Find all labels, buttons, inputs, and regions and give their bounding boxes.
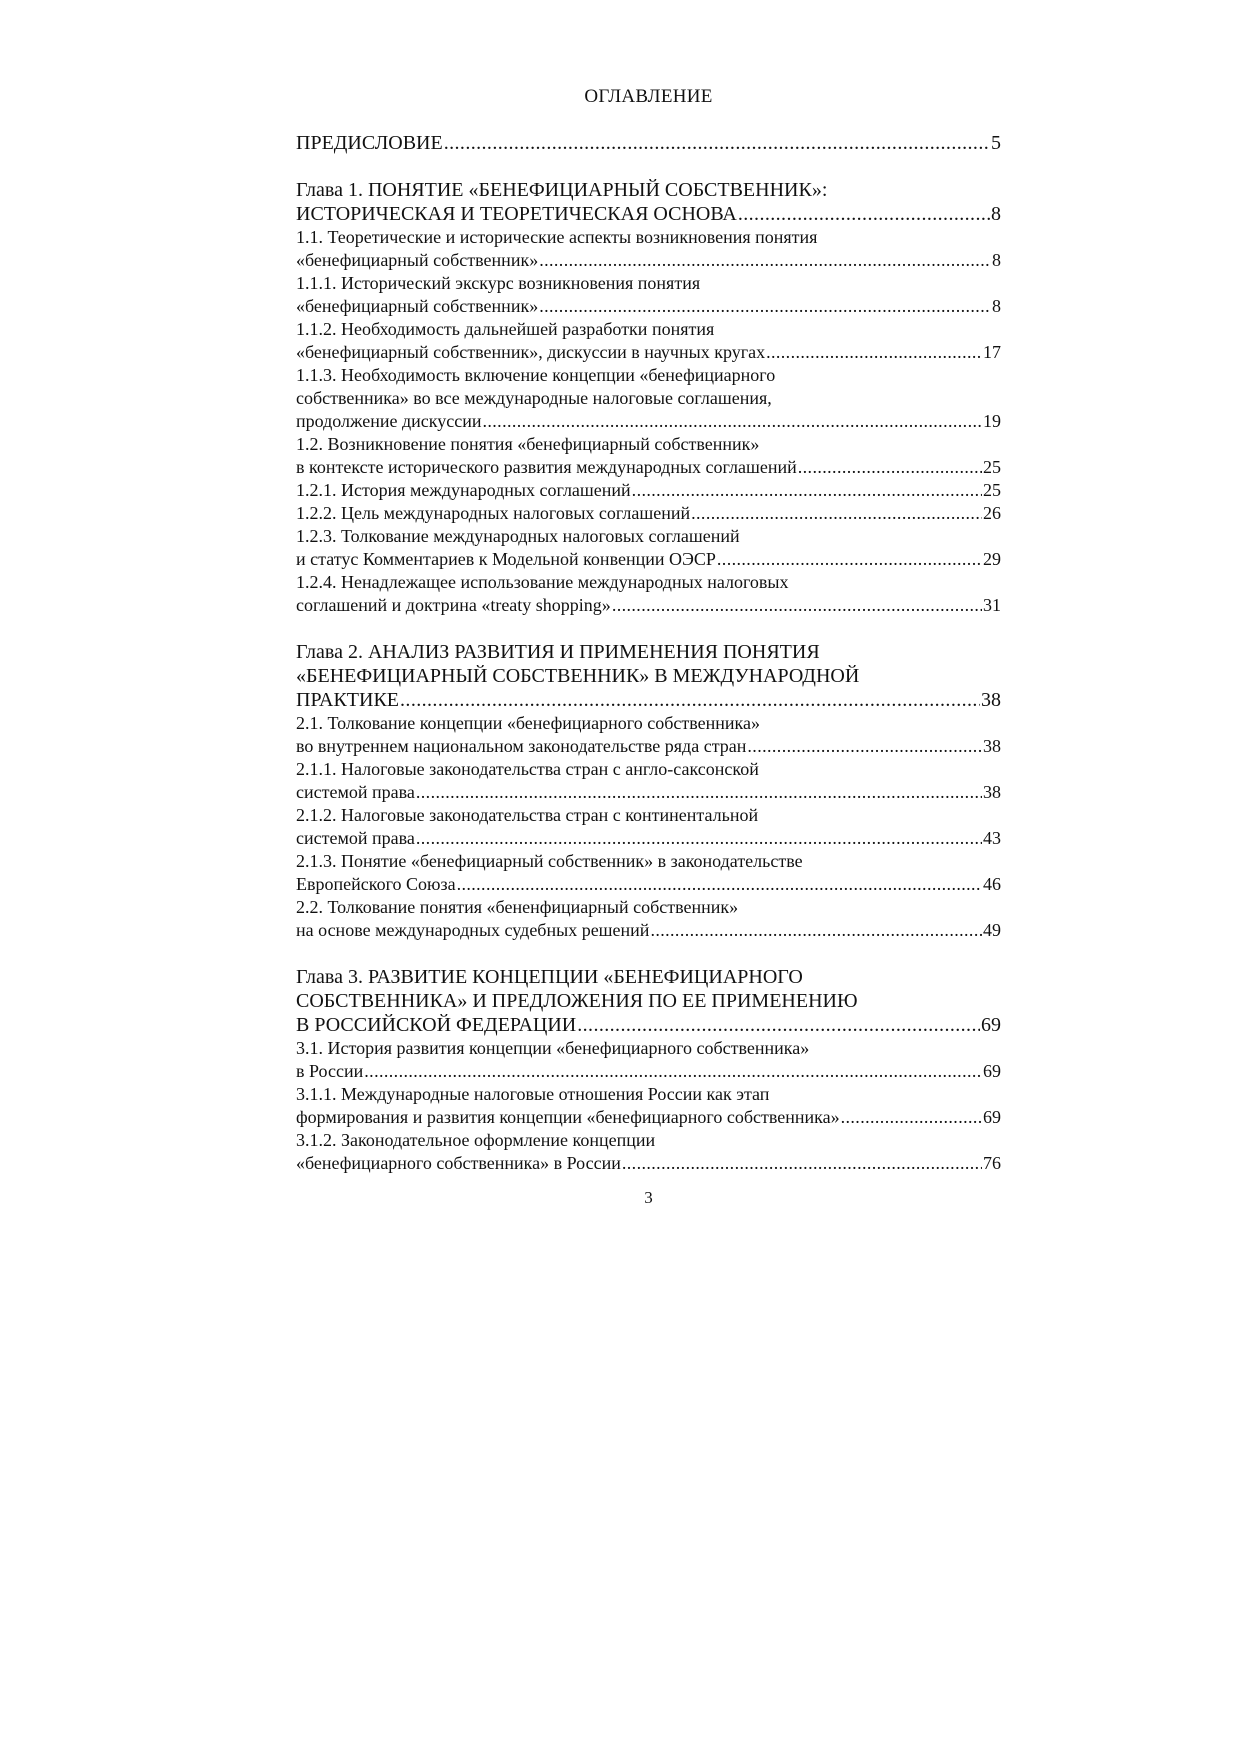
toc-entry-last-line	[296, 1013, 1001, 1037]
toc-entry-last-line	[296, 548, 1001, 571]
toc-list	[296, 131, 1001, 1175]
toc-entry-last-line	[296, 1060, 1001, 1083]
toc-section-entry	[296, 318, 1001, 364]
toc-entry-line: 1.1.2. Необходимость дальнейшей разработки понятия	[296, 319, 715, 339]
dot-leader	[632, 479, 982, 502]
toc-page-number: 76	[983, 1153, 1001, 1173]
toc-entry-line: 3.1.1. Международные налоговые отношения России как этап	[296, 1084, 770, 1104]
toc-entry-last-line	[296, 131, 1001, 155]
toc-entry-line: соглашений и доктрина «treaty shopping»	[296, 595, 611, 615]
toc-entry-last-line	[296, 502, 1001, 525]
toc-section-entry	[296, 1037, 1001, 1083]
toc-section-entry	[296, 571, 1001, 617]
toc-section-entry	[296, 502, 1001, 525]
toc-entry-line: 1.2.4. Ненадлежащее использование международных налоговых	[296, 572, 789, 592]
toc-section-entry	[296, 1129, 1001, 1175]
toc-entry-last-line	[296, 873, 1001, 896]
toc-section-entry	[296, 479, 1001, 502]
dot-leader	[841, 1106, 982, 1129]
toc-entry-line: Глава 1. ПОНЯТИЕ «БЕНЕФИЦИАРНЫЙ СОБСТВЕННИК»:	[296, 179, 828, 201]
toc-entry-line: «бенефициарного собственника» в России	[296, 1153, 621, 1173]
toc-entry-line: 2.1.2. Налоговые законодательства стран с континентальной	[296, 805, 759, 825]
toc-section-entry	[296, 896, 1001, 942]
toc-entry-line: Глава 2. АНАЛИЗ РАЗВИТИЯ И ПРИМЕНЕНИЯ ПОНЯТИЯ	[296, 641, 820, 663]
toc-entry-last-line	[296, 735, 1001, 758]
toc-entry-line: системой права	[296, 828, 415, 848]
dot-leader	[766, 341, 982, 364]
dot-leader	[691, 502, 982, 525]
toc-chapter-entry	[296, 640, 1001, 712]
dot-leader	[416, 781, 982, 804]
toc-entry-last-line	[296, 456, 1001, 479]
toc-page-number: 8	[991, 203, 1001, 225]
toc-entry-line: продолжение дискуссии	[296, 411, 482, 431]
toc-page-number: 38	[983, 736, 1001, 756]
toc-entry-line: 1.1. Теоретические и исторические аспекты возникновения понятия	[296, 227, 818, 247]
toc-entry-last-line	[296, 1152, 1001, 1175]
toc-entry-line: ПРАКТИКЕ	[296, 689, 400, 711]
dot-leader	[457, 873, 982, 896]
toc-section-entry	[296, 758, 1001, 804]
toc-chapter-entry	[296, 178, 1001, 226]
toc-section-entry	[296, 272, 1001, 318]
toc-chapter-entry	[296, 131, 1001, 155]
toc-section-entry	[296, 364, 1001, 433]
toc-entry-line: Глава 3. РАЗВИТИЕ КОНЦЕПЦИИ «БЕНЕФИЦИАРНОГО	[296, 966, 803, 988]
toc-entry-last-line	[296, 781, 1001, 804]
toc-entry-line: «бенефициарный собственник», дискуссии в научных кругах	[296, 342, 766, 362]
toc-entry-line: формирования и развития концепции «бенефициарного собственника»	[296, 1107, 840, 1127]
toc-page-number: 25	[983, 480, 1001, 500]
toc-entry-last-line	[296, 594, 1001, 617]
dot-leader	[444, 131, 990, 155]
toc-page-number: 31	[983, 595, 1001, 615]
toc-entry-line: «бенефициарный собственник»	[296, 250, 539, 270]
toc-entry-line: собственника» во все международные налоговые соглашения,	[296, 388, 772, 408]
toc-entry-last-line	[296, 295, 1001, 318]
toc-page-number: 69	[983, 1107, 1001, 1127]
toc-page-number: 8	[992, 250, 1001, 270]
toc-entry-last-line	[296, 827, 1001, 850]
toc-page-number: 29	[983, 549, 1001, 569]
toc-entry-line: 1.1.3. Необходимость включение концепции «бенефициарного	[296, 365, 776, 385]
toc-page-number: 49	[983, 920, 1001, 940]
toc-page-number: 5	[991, 132, 1001, 154]
toc-entry-line: 1.2. Возникновение понятия «бенефициарный собственник»	[296, 434, 760, 454]
toc-entry-line: 2.1.1. Налоговые законодательства стран с англо-саксонской	[296, 759, 759, 779]
toc-entry-line: СОБСТВЕННИКА» И ПРЕДЛОЖЕНИЯ ПО ЕЕ ПРИМЕНЕНИЮ	[296, 990, 858, 1012]
dot-leader	[539, 249, 991, 272]
toc-entry-line: «бенефициарный собственник»	[296, 296, 539, 316]
toc-page-number: 69	[981, 1014, 1001, 1036]
toc-chapter-entry	[296, 965, 1001, 1037]
toc-page-number: 43	[983, 828, 1001, 848]
dot-leader	[539, 295, 991, 318]
toc-entry-last-line	[296, 249, 1001, 272]
toc-entry-line: в России	[296, 1061, 364, 1081]
page-number: 3	[644, 1188, 653, 1207]
dot-leader	[364, 1060, 982, 1083]
toc-page-number: 8	[992, 296, 1001, 316]
toc-section-entry	[296, 850, 1001, 896]
toc-entry-last-line	[296, 1106, 1001, 1129]
toc-entry-last-line	[296, 202, 1001, 226]
toc-section-entry	[296, 1083, 1001, 1129]
toc-entry-line: и статус Комментариев к Модельной конвенции ОЭСР	[296, 549, 716, 569]
toc-entry-line: на основе международных судебных решений	[296, 920, 650, 940]
toc-entry-line: в контексте исторического развития международных соглашений	[296, 457, 797, 477]
toc-entry-line: системой права	[296, 782, 415, 802]
dot-leader	[416, 827, 982, 850]
dot-leader	[717, 548, 982, 571]
toc-page-number: 25	[983, 457, 1001, 477]
toc-entry-line: ПРЕДИСЛОВИЕ	[296, 132, 443, 154]
toc-entry-line: 1.2.3. Толкование международных налоговых соглашений	[296, 526, 740, 546]
toc-section-entry	[296, 226, 1001, 272]
toc-entry-line: 2.1.3. Понятие «бенефициарный собственник» в законодательстве	[296, 851, 803, 871]
toc-page-number: 69	[983, 1061, 1001, 1081]
toc-entry-last-line	[296, 341, 1001, 364]
toc-entry-line: 1.2.1. История международных соглашений	[296, 480, 631, 500]
toc-page-number: 38	[983, 782, 1001, 802]
dot-leader	[798, 456, 982, 479]
toc-entry-last-line	[296, 410, 1001, 433]
toc-page-number: 46	[983, 874, 1001, 894]
toc-entry-line: ИСТОРИЧЕСКАЯ И ТЕОРЕТИЧЕСКАЯ ОСНОВА	[296, 203, 737, 225]
toc-section-entry	[296, 712, 1001, 758]
dot-leader	[650, 919, 982, 942]
toc-entry-last-line	[296, 919, 1001, 942]
toc-page-number: 19	[983, 411, 1001, 431]
dot-leader	[577, 1013, 980, 1037]
dot-leader	[482, 410, 982, 433]
toc-entry-line: Европейского Союза	[296, 874, 456, 894]
toc-entry-last-line	[296, 688, 1001, 712]
toc-entry-line: 3.1.2. Законодательное оформление концепции	[296, 1130, 656, 1150]
toc-entry-line: 1.2.2. Цель международных налоговых соглашений	[296, 503, 691, 523]
toc-section-entry	[296, 525, 1001, 571]
toc-entry-line: 2.1. Толкование концепции «бенефициарного собственника»	[296, 713, 760, 733]
toc-entry-line: 3.1. История развития концепции «бенефициарного собственника»	[296, 1038, 810, 1058]
toc-entry-line: «БЕНЕФИЦИАРНЫЙ СОБСТВЕННИК» В МЕЖДУНАРОДНОЙ	[296, 665, 860, 687]
dot-leader	[622, 1152, 982, 1175]
dot-leader	[400, 688, 980, 712]
toc-entry-last-line	[296, 479, 1001, 502]
toc-entry-line: В РОССИЙСКОЙ ФЕДЕРАЦИИ	[296, 1014, 577, 1036]
toc-page-number: 26	[983, 503, 1001, 523]
toc-title: ОГЛАВЛЕНИЕ	[584, 86, 713, 107]
dot-leader	[738, 202, 990, 226]
toc-entry-line: 2.2. Толкование понятия «бененфициарный собственник»	[296, 897, 739, 917]
toc-page-number: 38	[981, 689, 1001, 711]
toc-page-number: 17	[983, 342, 1001, 362]
dot-leader	[747, 735, 982, 758]
toc-section-entry	[296, 804, 1001, 850]
toc-entry-line: 1.1.1. Исторический экскурс возникновения понятия	[296, 273, 701, 293]
toc-section-entry	[296, 433, 1001, 479]
dot-leader	[612, 594, 982, 617]
toc-entry-line: во внутреннем национальном законодательстве ряда стран	[296, 736, 747, 756]
